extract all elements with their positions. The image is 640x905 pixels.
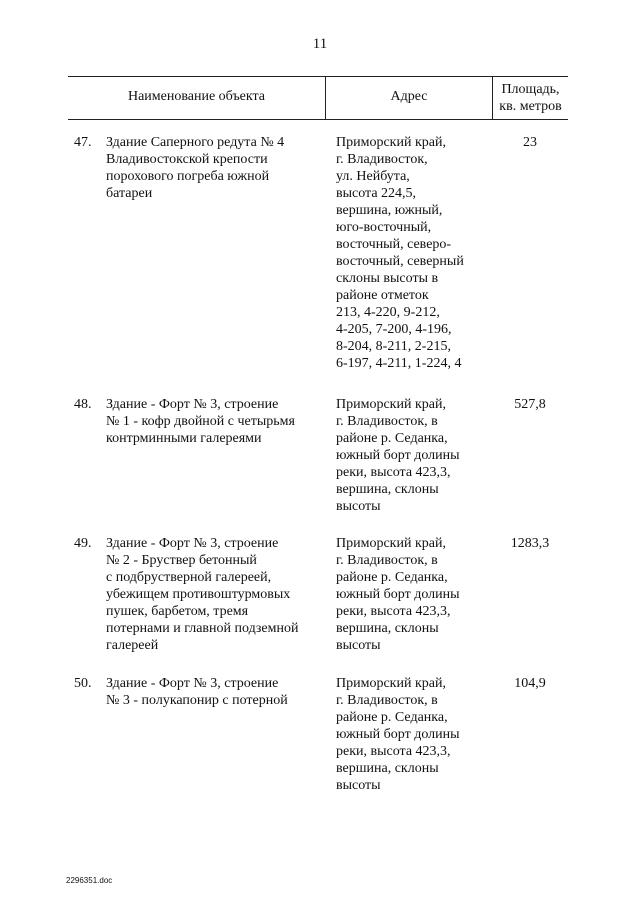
- name-line: порохового погреба южной: [106, 169, 270, 184]
- object-name: [106, 535, 318, 654]
- name-line: Здание - Форт № 3, строение: [106, 536, 279, 551]
- address-line: высоты: [336, 499, 381, 514]
- address-line: районе р. Седанка,: [336, 431, 448, 446]
- row-number: 47.: [74, 135, 92, 150]
- address-line: ул. Нейбута,: [336, 169, 410, 184]
- address-line: 6-197, 4-211, 1-224, 4: [336, 356, 462, 371]
- name-line: Здание Саперного редута № 4: [106, 135, 285, 150]
- address-line: районе р. Седанка,: [336, 570, 448, 585]
- object-address: [336, 675, 486, 794]
- name-line: батареи: [106, 186, 153, 201]
- object-address: [336, 396, 486, 515]
- object-area: 1283,3: [510, 536, 550, 551]
- address-line: вершина, склоны: [336, 482, 439, 497]
- address-line: высоты: [336, 638, 381, 653]
- object-name: [106, 396, 318, 447]
- address-line: реки, высота 423,3,: [336, 465, 451, 480]
- object-name: [106, 675, 318, 709]
- address-line: реки, высота 423,3,: [336, 744, 451, 759]
- name-line: Владивостокской крепости: [106, 152, 268, 167]
- footer-filename: 2296351.doc: [66, 876, 113, 885]
- header-area: [493, 81, 568, 115]
- address-line: реки, высота 423,3,: [336, 604, 451, 619]
- header-area-line: кв. метров: [499, 99, 562, 114]
- header-area-line: Площадь,: [501, 82, 560, 97]
- address-line: высоты: [336, 778, 381, 793]
- address-line: восточный, северо-: [336, 237, 452, 252]
- row-number: 48.: [74, 397, 92, 412]
- address-line: вершина, склоны: [336, 761, 439, 776]
- name-line: контрминными галереями: [106, 431, 262, 446]
- address-line: юго-восточный,: [336, 220, 432, 235]
- header-address: Адрес: [390, 89, 428, 104]
- name-line: убежищем противоштурмовых: [106, 587, 291, 602]
- address-line: г. Владивосток, в: [336, 553, 438, 568]
- name-line: потернами и главной подземной: [106, 621, 299, 636]
- address-line: Приморский край,: [336, 135, 446, 150]
- name-line: Здание - Форт № 3, строение: [106, 676, 279, 691]
- address-line: южный борт долины: [336, 448, 460, 463]
- address-line: вершина, южный,: [336, 203, 443, 218]
- row-number: 50.: [74, 676, 92, 691]
- address-line: г. Владивосток, в: [336, 414, 438, 429]
- address-line: восточный, северный: [336, 254, 464, 269]
- address-line: Приморский край,: [336, 397, 446, 412]
- name-line: № 2 - Бруствер бетонный: [106, 553, 257, 568]
- address-line: 213, 4-220, 9-212,: [336, 305, 440, 320]
- address-line: южный борт долины: [336, 587, 460, 602]
- name-line: галереей: [106, 638, 159, 653]
- address-line: г. Владивосток,: [336, 152, 428, 167]
- address-line: Приморский край,: [336, 536, 446, 551]
- object-area: 23: [523, 135, 537, 150]
- address-line: районе отметок: [336, 288, 429, 303]
- table-header: [68, 76, 568, 120]
- name-line: пушек, барбетом, тремя: [106, 604, 249, 619]
- object-area: 104,9: [514, 676, 546, 691]
- address-line: высота 224,5,: [336, 186, 417, 201]
- object-address: [336, 535, 486, 654]
- name-line: № 3 - полукапонир с потерной: [106, 693, 288, 708]
- name-line: с подбрустверной галереей,: [106, 570, 272, 585]
- address-line: 8-204, 8-211, 2-215,: [336, 339, 451, 354]
- address-line: склоны высоты в: [336, 271, 439, 286]
- row-number: 49.: [74, 536, 92, 551]
- address-line: 4-205, 7-200, 4-196,: [336, 322, 452, 337]
- address-line: г. Владивосток, в: [336, 693, 438, 708]
- address-line: южный борт долины: [336, 727, 460, 742]
- name-line: Здание - Форт № 3, строение: [106, 397, 279, 412]
- address-line: вершина, склоны: [336, 621, 439, 636]
- object-address: [336, 134, 486, 372]
- name-line: № 1 - кофр двойной с четырьмя: [106, 414, 295, 429]
- page-number: 11: [312, 36, 328, 52]
- address-line: Приморский край,: [336, 676, 446, 691]
- object-name: [106, 134, 318, 202]
- object-area: 527,8: [514, 397, 546, 412]
- header-name: Наименование объекта: [127, 89, 266, 104]
- address-line: районе р. Седанка,: [336, 710, 448, 725]
